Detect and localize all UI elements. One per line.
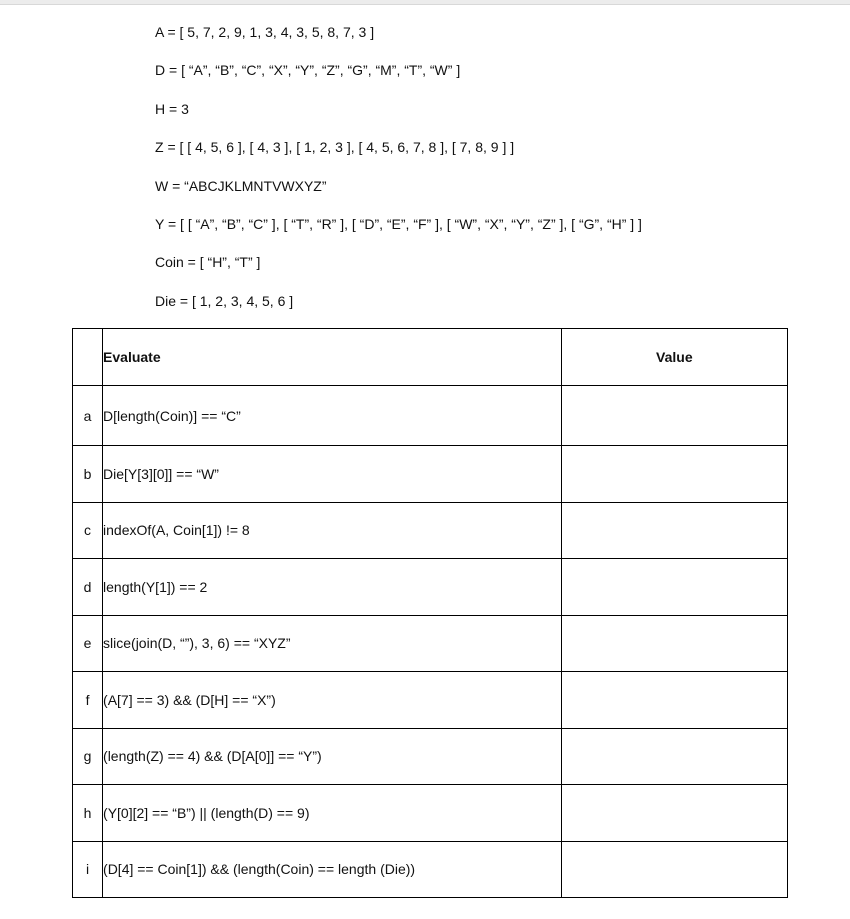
row-value-cell[interactable] [561,672,787,729]
row-letter: e [73,615,103,672]
table-header-row [73,329,788,386]
table-row [73,615,788,672]
row-expression: length(Y[1]) == 2 [103,559,562,616]
page-top-edge [0,0,850,5]
row-expression: (A[7] == 3) && (D[H] == “X”) [103,672,562,729]
definition-H: H = 3 [155,100,189,117]
row-value-cell[interactable] [561,386,787,446]
table-row [73,785,788,842]
row-letter: g [73,728,103,785]
row-value-cell[interactable] [561,446,787,503]
row-letter: d [73,559,103,616]
definitions-block [155,19,642,326]
definition-D: D = [ “A”, “B”, “C”, “X”, “Y”, “Z”, “G”, “M”, “T”, “W” ] [155,62,461,79]
row-value-cell[interactable] [561,728,787,785]
table-row [73,446,788,503]
row-letter: b [73,446,103,503]
row-expression: Die[Y[3][0]] == “W” [103,446,562,503]
row-letter: c [73,502,103,559]
row-value-cell[interactable] [561,502,787,559]
definition-Die: Die = [ 1, 2, 3, 4, 5, 6 ] [155,292,294,309]
row-letter: h [73,785,103,842]
table-row [73,841,788,898]
row-value-cell[interactable] [561,559,787,616]
header-letter [73,329,103,386]
header-evaluate: Evaluate [103,329,562,386]
row-letter: i [73,841,103,898]
row-value-cell[interactable] [561,785,787,842]
row-expression: (D[4] == Coin[1]) && (length(Coin) == length (Die)) [103,841,562,898]
row-expression: slice(join(D, “”), 3, 6) == “XYZ” [103,615,562,672]
row-expression: (length(Z) == 4) && (D[A[0]] == “Y”) [103,728,562,785]
definition-Y: Y = [ [ “A”, “B”, “C” ], [ “T”, “R” ], [ “D”, “E”, “F” ], [ “W”, “X”, “Y”, “Z” ], [ “G”, “H” ] ] [155,215,642,232]
definition-A: A = [ 5, 7, 2, 9, 1, 3, 4, 3, 5, 8, 7, 3 ] [155,24,375,40]
table-row [73,672,788,729]
definition-W: W = “ABCJKLMNTVWXYZ” [155,177,327,194]
table-row [73,502,788,559]
header-value: Value [561,329,787,386]
row-expression: indexOf(A, Coin[1]) != 8 [103,502,562,559]
definition-Coin: Coin = [ “H”, “T” ] [155,254,261,271]
row-value-cell[interactable] [561,615,787,672]
table-row [73,728,788,785]
table-row [73,386,788,446]
evaluation-table [72,328,788,898]
definition-Z: Z = [ [ 4, 5, 6 ], [ 4, 3 ], [ 1, 2, 3 ], [ 4, 5, 6, 7, 8 ], [ 7, 8, 9 ] ] [155,139,515,156]
row-expression: (Y[0][2] == “B”) || (length(D) == 9) [103,785,562,842]
table-row [73,559,788,616]
row-expression: D[length(Coin)] == “C” [103,386,562,446]
row-value-cell[interactable] [561,841,787,898]
row-letter: f [73,672,103,729]
row-letter: a [73,386,103,446]
